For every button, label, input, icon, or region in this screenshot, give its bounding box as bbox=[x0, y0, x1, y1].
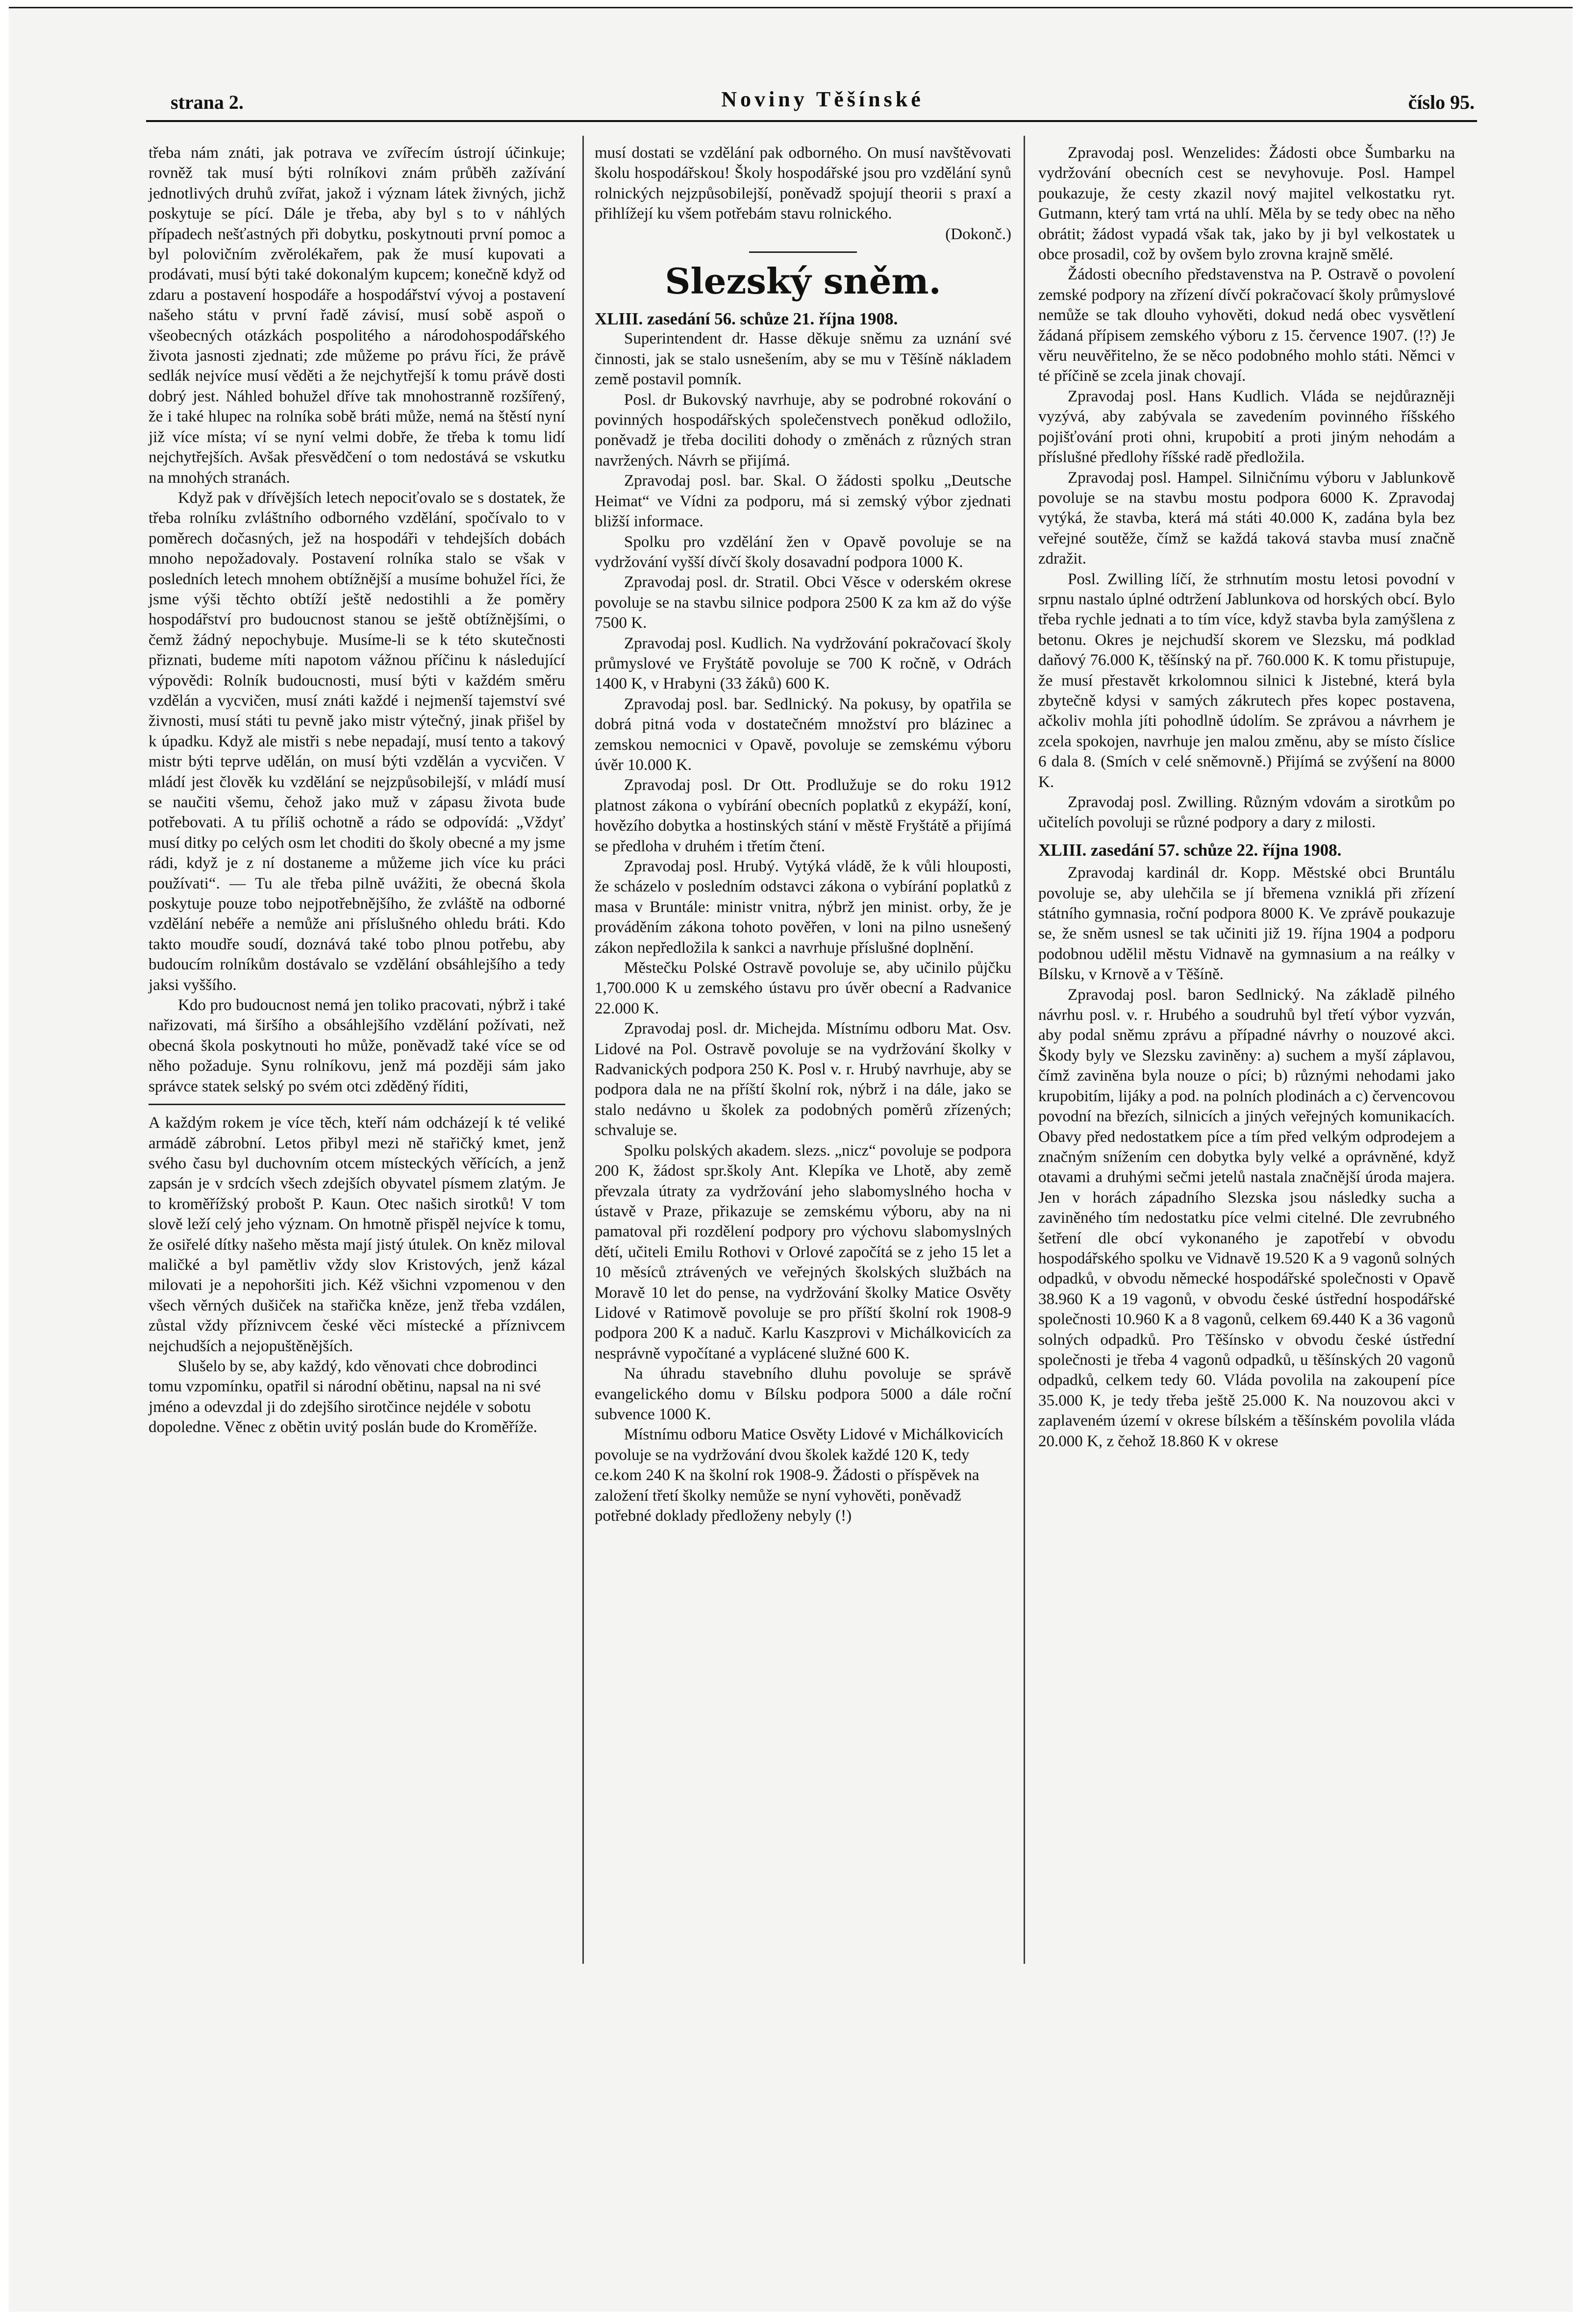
session-paragraph: Žádosti obecního představenstva na P. Ostravě o povolení zemské podpory na zřízení dívčí pokračovací školy průmyslové nemůže se tak dlouho vyhověti, dokud nedá obec vysvětlení žádaná přípisem zemského výboru z 15. července 1907. (!?) Je věru neuvěřitelno, že se něco podobného mohlo státi. Němci v té příčině se zcela jinak chovají. bbox=[1038, 266, 1455, 385]
article-separator bbox=[149, 1104, 565, 1105]
column-divider bbox=[1024, 136, 1025, 1964]
session-paragraph: Zpravodaj posl. Hrubý. Vytýká vládě, že k vůli hlouposti, že scházelo v posledním odstavci zákona o vybírání poplatků z masa v Bruntále: ministr vnitra, nýbrž jen minist. orby, že je prováděním zákona tohoto pověřen, v loni na pilno usnešený zákon nepředložila k sankci a navrhuje příslušné doplnění. bbox=[595, 858, 1011, 957]
session-heading: XLIII. zasedání 57. schůze 22. října 1908. bbox=[1038, 840, 1342, 860]
article-paragraph: Když pak v dřívějších letech nepociťovalo se s dostatek, že třeba rolníku zvláštního odborného vzdělání, spočívalo to v poměrech dočasných, jež na hospodáři v tehdejších dobách mnoho nepožadovaly. Postavení rolníka stalo se však v posledních letech mnohem obtížnější a musíme bohužel říci, že jsme výši těchto obtíží ještě nedostihli a že poměry hospodářství pro budoucnost stanou se ještě obtížnějšími, o čemž žádný nepochybuje. Musíme-li se k této skutečnosti přiznati, budeme míti napotom vážnou příčinu k následující výpovědi: Rolník budoucnosti, musí býti v každém směru vzdělán a vycvičen, musí znáti každé i nejmenší tajemství své živnosti, musí státi tu pevně jako mistr výtečný, jinak přišel by k úpadku. Když ale mistři s nebe nepadají, musí tento a takový mistr býti teprve udělán, on musí býti vzdělán a vycvičen. V mládí jest člověk ku vzdělání se nejzpůsobilejší, v mládí musí se naučiti všemu, čehož jako muž v zápasu života bude potřebovati. A tu příliš ochotně a rádo se odpovídá: „Vždyť musí ditky po celých osm let choditi do školy obecné a my jsme rádi, když je z ní dostaneme a můžeme jich více ku práci používati“. — Tu ale třeba pilně uvážiti, že obecná škola poskytuje pouze tobo nejpotřebnějšího, že zvláště na odborné vzdělání nebéře a nemůže ani příslušného ohledu bráti. Kdo takto moudře soudí, doznává také tobo plnou potřebu, aby budoucím rolníkům dostávalo se vzdělání obsáhlejšího a tedy jaksi vyššího. bbox=[149, 489, 565, 994]
session-heading: XLIII. zasedání 56. schůze 21. října 1908. bbox=[595, 309, 898, 329]
issue-number: číslo 95. bbox=[1408, 91, 1475, 113]
newspaper-page bbox=[9, 7, 1573, 2312]
session-paragraph: Zpravodaj posl. bar. Skal. O žádosti spolku „Deutsche Heimat“ ve Vídni za podporu, má si zemský výbor zjednati bližší informace. bbox=[595, 472, 1011, 531]
session-paragraph: Superintendent dr. Hasse děkuje sněmu za uznání své činnosti, jak se stalo usnešením, aby se mu v Těšíně nákladem země postavil pomník. bbox=[595, 330, 1011, 389]
column-2 bbox=[595, 143, 1011, 1526]
session-paragraph: Zpravodaj posl. baron Sedlnický. Na základě pilného návrhu posl. v. r. Hrubého a soudruhů byl třetí výbor vyzván, aby podal sněmu zprávu a případné návrhy o nouzové akci. Škody byly ve Slezsku zaviněny: a) suchem a myší záplavou, čímž zaviněna byla nouze o píci; b) různými nehodami jako krupobitím, lijáky a pod. na polních plodinách a c) červencovou povodní na březích, silnicích a jiných veřejných komunikacích. Obavy před nedostatkem píce a tím před velkým odprodejem a značným snížením cen dobytka byly velké a oprávněné, když otavami a druhými sečmi jetelů nastala značnější úroda majera. Jen v horách západního Slezska jsou následky sucha a zaviněného tím nedostatku píce velmi citelné. Dle zevrubného šetření dle obcí vykonaného je zapotřebí v obvodu hospodářského spolku ve Vidnavě 19.520 K a 9 vagonů solných odpadků, v obvodu německé hospodářské společnosti v Opavě 38.960 K a 19 vagonů, v obvodu české ústřední hospodářské společnosti 10.960 K a 8 vagonů, celkem 69.440 K a 36 vagonů solných odpadků. Pro Těšínsko v obvodu české ústřední společnosti je třeba 4 vagonů odpadků, u těšínských 20 vagonů odpadků, celkem tedy 60. Vláda povolila na zakoupení píce 35.000 K, je tedy třeba ještě 25.000 K. Na nouzovou akci v zaplaveném území v okrese bílském a těšínském povolila vláda 20.000 K, z čehož 18.860 K v okrese bbox=[1038, 986, 1455, 1450]
newspaper-title: Noviny Těšínské bbox=[721, 87, 924, 111]
page-number: strana 2. bbox=[171, 91, 244, 113]
session-paragraph: Městečku Polské Ostravě povoluje se, aby učinilo půjčku 1,700.000 K u zemského ústavu pro úvěr obecní a Radvanice 22.000 K. bbox=[595, 959, 1011, 1017]
running-head bbox=[171, 87, 1475, 116]
session-paragraph: Zpravodaj posl. Dr Ott. Prodlužuje se do roku 1912 platnost zákona o vybírání obecních poplatků z ekypáží, koní, hovězího dobytka a hostinských stání v městě Fryštátě a přijímá se předloha v druhém i třetím čtení. bbox=[595, 776, 1011, 855]
column-1 bbox=[149, 143, 565, 1438]
header-rule bbox=[146, 120, 1477, 122]
column-divider bbox=[582, 136, 584, 1964]
session-paragraph: Zpravodaj posl. Hampel. Silničnímu výboru v Jablunkově povoluje se na stavbu mostu podpora 6000 K. Zpravodaj vytýká, že stavba, která má státi 40.000 K, zadána byla bez veřejné soutěže, čímž se každá taková stavba musí značně zdražit. bbox=[1038, 469, 1455, 568]
session-paragraph: Zpravodaj posl. bar. Sedlnický. Na pokusy, by opatřila se dobrá pitná voda v dostatečném množství pro blázinec a zemskou nemocnici v Opavě, povoluje se zemskému výboru úvěr 10.000 K. bbox=[595, 695, 1011, 774]
session-paragraph: Spolku pro vzdělání žen v Opavě povoluje se na vydržování vyšší dívčí školy dosavadní podpora 1000 K. bbox=[595, 533, 1011, 571]
session-paragraph: Posl. dr Bukovský navrhuje, aby se podrobné rokování o povinných hospodářských společenstvech poněkud odložilo, poněvadž je třeba dociliti dohody o změnách z různých stran navržených. Návrh se přijímá. bbox=[595, 391, 1011, 470]
column-3 bbox=[1038, 143, 1455, 1452]
session-paragraph: Zpravodaj kardinál dr. Kopp. Městské obci Bruntálu povoluje se, aby ulehčila se jí břemena vzniklá při zřízení státního gymnasia, roční podpora 8000 K. Ve zprávě poukazuje se, že sněm usnesl se tak učiniti již 19. října 1904 a podporu podobnou udělil městu Vidnavě na gymnasium a na reálky v Bílsku, v Krnově a v Těšíně. bbox=[1038, 864, 1455, 984]
session-paragraph: Zpravodaj posl. Hans Kudlich. Vláda se nejdůrazněji vyzývá, aby zabývala se zavedením povinného říšského pojišťování proti ohni, krupobití a proti jiným nehodám a příslušné předlohy říšské radě předložila. bbox=[1038, 387, 1455, 467]
session-paragraph: Zpravodaj posl. dr. Michejda. Místnímu odboru Mat. Osv. Lidové na Pol. Ostravě povoluje se na vydržování školky v Radvanických podpora 250 K. Posl v. r. Hrubý navrhuje, aby se podpora dala ne na příští školní rok, nýbrž i na dále, jako se stalo nedávno u školek za podobných poměrů zřízených; schvaluje se. bbox=[595, 1020, 1011, 1139]
continued-note: (Dokonč.) bbox=[945, 225, 1011, 243]
article-separator bbox=[749, 251, 857, 253]
article-paragraph: musí dostati se vzdělání pak odborného. On musí navštěvovati školu hospodářskou! Školy hospodářské jsou pro vzdělání synů rolnických nejzpůsobilejší, poněvadž spojují theorii s praxí a přihlížejí ku všem potřebám stavu rolnického. bbox=[595, 144, 1011, 223]
article-paragraph: Kdo pro budoucnost nemá jen toliko pracovati, nýbrž i také nařizovati, má širšího a obsáhlejšího vzdělání požívati, než obecná škola poskytnouti ho může, poněvadž také více se od něho požaduje. Synu rolníkovu, jenž má později sám jako správce statek selský po svém otci zděděný říditi, bbox=[149, 996, 565, 1095]
article-paragraph: třeba nám znáti, jak potrava ve zvířecím ústrojí účinkuje; rovněž tak musí býti rolníkovi znám průběh zažívání jednotlivých druhů zvířat, jakož i význam látek živných, jichž poskytuje se pící. Dále je třeba, aby byl s to v náhlých případech nešťastných při dobytku, poskytnouti první pomoc a byl polovičním zvěrolékařem, pak že musí kupovati a prodávati, musí býti také dokonalým kupcem; konečně když od zdaru a postavení hospodáře a hospodářství vývoj a postavení našeho státu v první řadě závisí, musí sobě aspoň o všeobecných otázkách pospolitého a národohospodářského života jasnosti zjednati; zde můžeme po právu říci, že právě sedlák nejvíce musí věděti a že nejchytřejší k tomu právě dosti dobrý jest. Náhled bohužel dříve tak mnohostranně rozšířený, že i také hlupec na rolníka sobě bráti může, nemá na štěstí nyní již více místa; ví se nyní velmi dobře, že třeba k tomu lidí nejchytřejších. Avšak přesvědčení o tom nedostává se vskutku na mnohých stranách. bbox=[149, 144, 565, 487]
session-paragraph: Zpravodaj posl. dr. Stratil. Obci Věsce v oderském okrese povoluje se na stavbu silnice podpora 2500 K za km až do výše 7500 K. bbox=[595, 573, 1011, 632]
session-paragraph: Spolku polských akadem. slezs. „nicz“ povoluje se podpora 200 K, žádost spr.školy Ant. Klepíka ve Lhotě, aby země převzala útraty za vydržování jeho slabomyslného hocha v ústavě v Praze, přikazuje se zemskému výboru, aby na ni pamatoval při rozdělení podpory pro výchovu slabomyslných dětí, učiteli Emilu Rothovi v Orlové započítá se z jeho 15 let a 10 měsíců ztrávených ve veřejných školských službách na Moravě 10 let do pense, na vydržování školky Matice Osvěty Lidové v Ratimově povoluje se pro příští školní rok 1908-9 podpora 200 K a naduč. Karlu Kaszprovi v Michálkovicích za nesprávně vypočítané a vyplácené služné 600 K. bbox=[595, 1141, 1011, 1362]
session-paragraph: Posl. Zwilling líčí, že strhnutím mostu letosi povodní v srpnu nastalo úplné odtržení Jablunkova od horských obcí. Bylo třeba rychle jednati a to tím více, když stavba byla zamýšlena z betonu. Okres je nejchudší skorem ve Slezsku, má podklad daňový 76.000 K, těšínský na př. 760.000 K. K tomu přistupuje, že musí přestavět krkolomnou silnici k Jistebné, která byla zbytečně kdysi v samých zákrutech přes kopec postavena, ačkoliv mohla jíti pohodlně údolím. Se zprávou a návrhem je zcela spokojen, navrhuje jen malou změnu, aby se místo číslice 6 dala 8. (Smích v celé sněmovně.) Přijímá se zvýšení na 8000 K. bbox=[1038, 570, 1455, 791]
session-paragraph: Zpravodaj posl. Zwilling. Různým vdovám a sirotkům po učitelích povoluji se různé podpory a dary z milosti. bbox=[1038, 793, 1455, 832]
section-title: Slezský sněm. bbox=[665, 260, 941, 302]
session-paragraph: Zpravodaj posl. Wenzelides: Žádosti obce Šumbarku na vydržování obecních cest se nevyhovuje. Posl. Hampel poukazuje, že cesty zkazil nový majitel velkostatku ryt. Gutmann, který tam vrtá na uhlí. Měla by se tedy obec na něho obrátit; žádost vypadá však tak, jako by ji byl velkostatek u obce prosadil, což by ovšem bylo zrovna krajně smělé. bbox=[1038, 144, 1455, 264]
session-paragraph: Zpravodaj posl. Kudlich. Na vydržování pokračovací školy průmyslové ve Fryštátě povoluje se 700 K ročně, v Odrách 1400 K, v Hrabyni (33 žáků) 600 K. bbox=[595, 634, 1011, 693]
session-paragraph: Místnímu odboru Matice Osvěty Lidové v Michálkovicích povoluje se na vydržování dvou školek každé 120 K, tedy ce.kom 240 K na školní rok 1908-9. Žádosti o příspěvek na založení třetí školky nemůže se nyní vyhověti, poněvadž potřebné doklady předloženy nebyly (!) bbox=[595, 1426, 1003, 1525]
obituary-paragraph: Slušelo by se, aby každý, kdo věnovati chce dobrodinci tomu vzpomínku, opatřil si národní obětinu, napsal na ni své jméno a odevzdal ji do zdejšího sirotčince nejdéle v sobotu dopoledne. Věnec z obětin uvitý poslán bude do Kroměříže. bbox=[149, 1357, 541, 1436]
session-paragraph: Na úhradu stavebního dluhu povoluje se správě evangelického domu v Bílsku podpora 5000 a dále roční subvence 1000 K. bbox=[595, 1365, 1011, 1423]
obituary-paragraph: A každým rokem je více těch, kteří nám odcházejí k té veliké armádě zábrobní. Letos přibyl mezi ně stařičký kmet, jenž svého času byl duchovním otcem místeckých věřících, a jenž zapsán je v srdcích všech zdejších obyvatel písmem zlatým. Je to kroměřížský probošt P. Kaun. Otec našich sirotků! V tom slově leží celý jeho význam. On hmotně přispěl nejvíce k tomu, že osiřelé dítky našeho města mají jistý útulek. On kněz miloval maličké a byl pamětliv vždy slov Kristových, jenž kázal milovati je a nepohoršiti jich. Kéž všichni vzpomenou v den všech věrných dušiček na stařička kněze, jenž třeba vzdálen, zůstal vždy příznivcem české věci místecké a příznivcem nejchudších a nejopuštěnějších. bbox=[149, 1114, 565, 1355]
